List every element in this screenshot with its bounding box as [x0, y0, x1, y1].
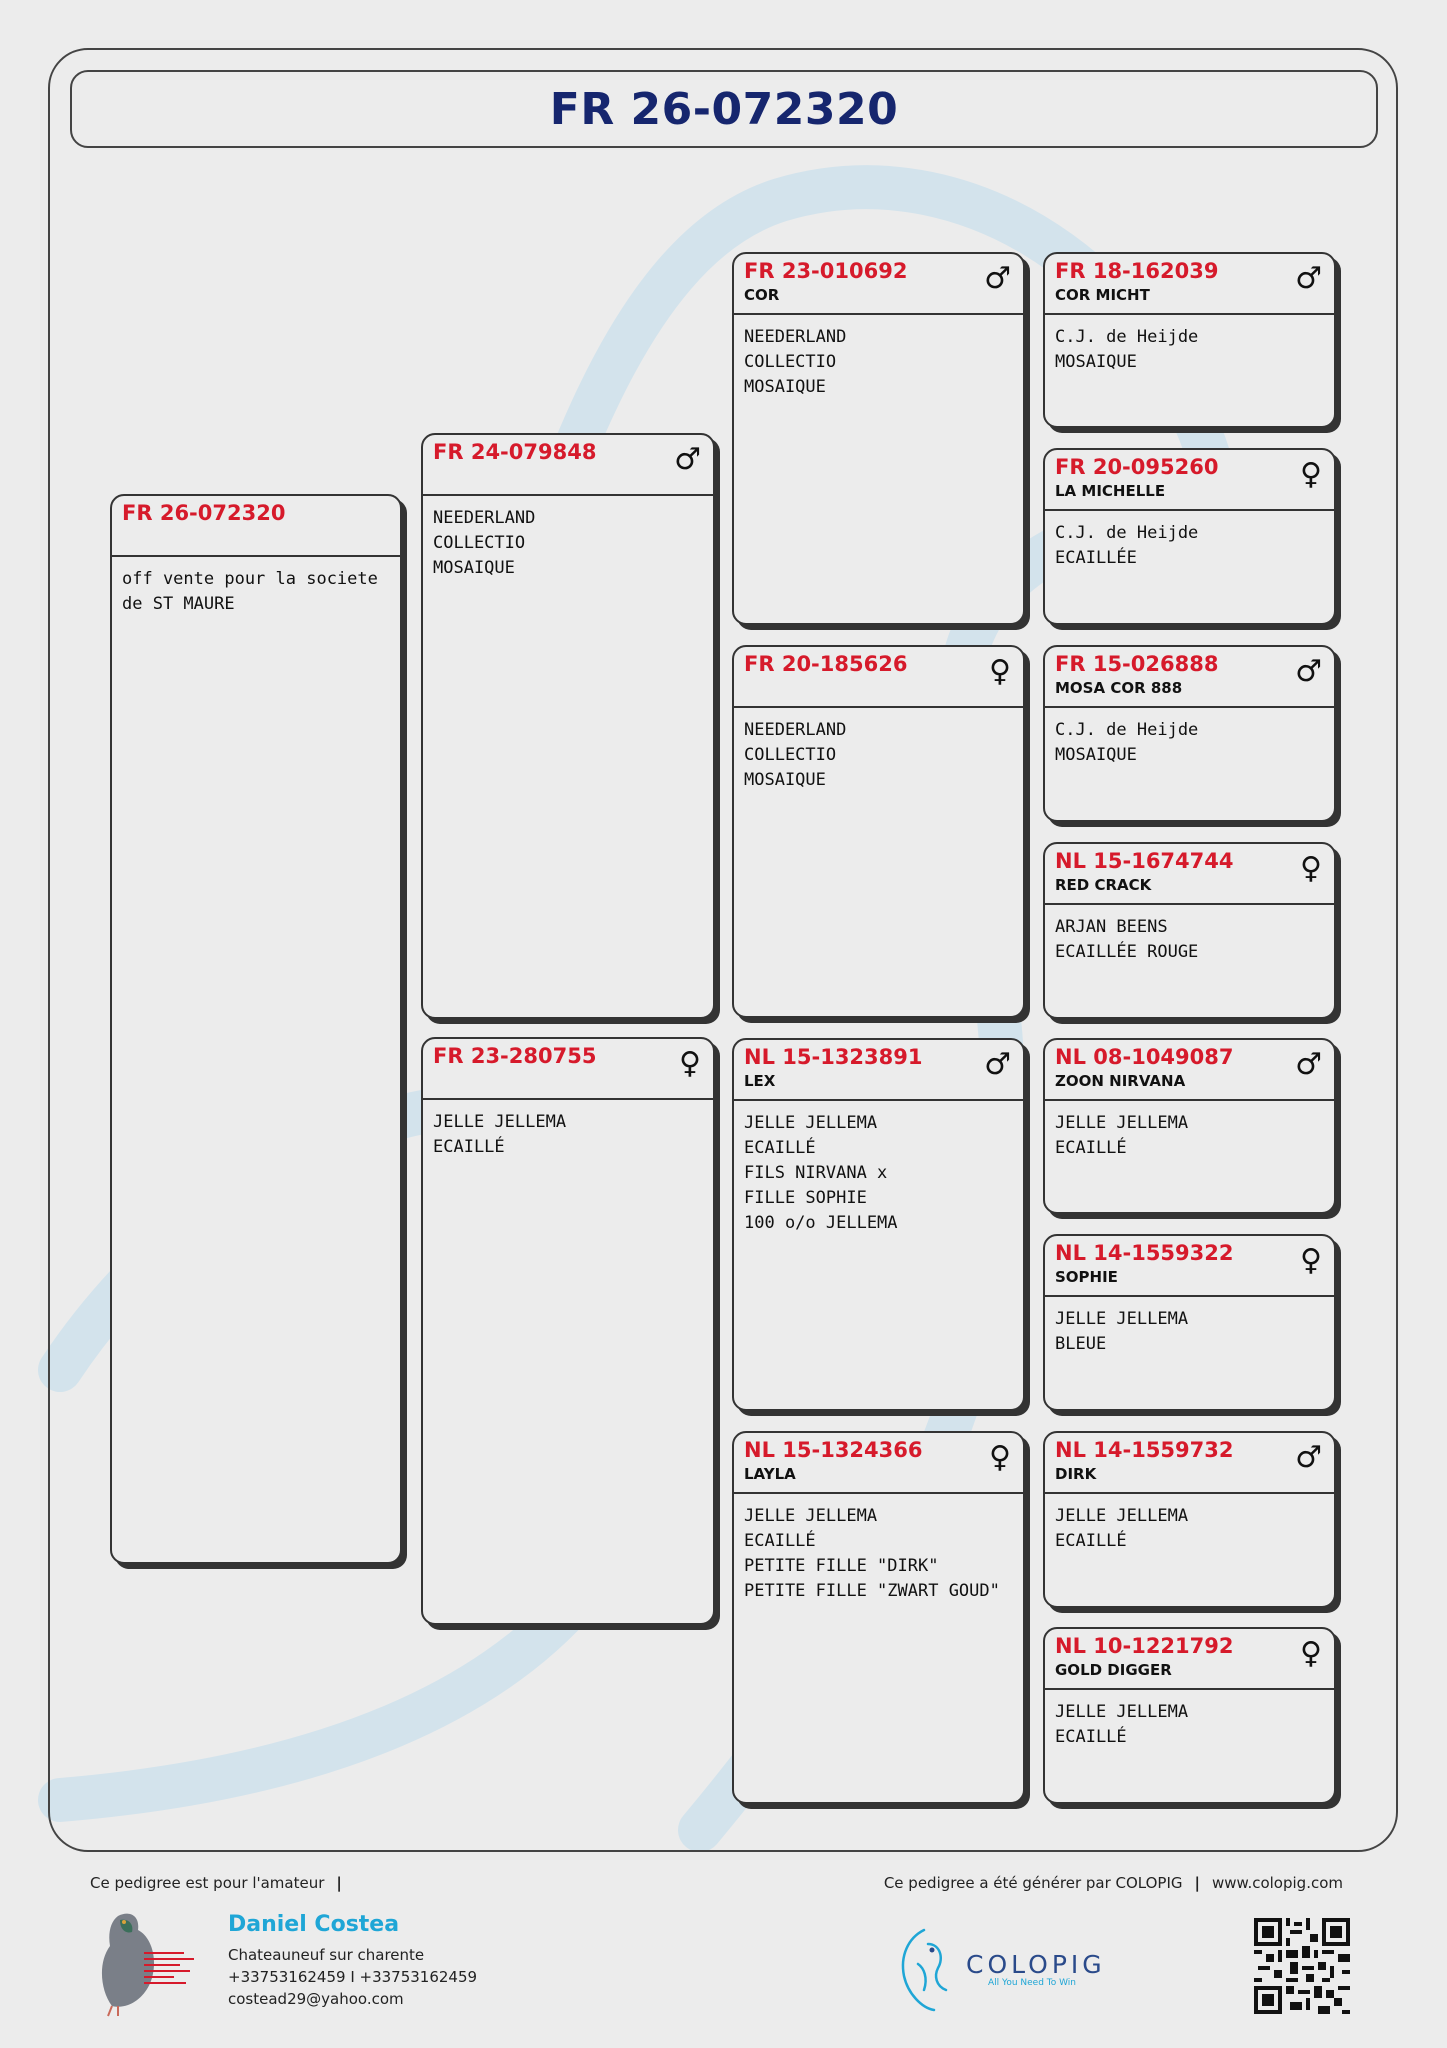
female-icon: ♀ — [679, 1046, 701, 1081]
female-icon: ♀ — [1300, 851, 1322, 886]
ring-number: FR 18-162039 — [1055, 259, 1219, 283]
qr-code-icon — [1254, 1918, 1350, 2014]
female-icon: ♀ — [1300, 1636, 1322, 1671]
ring-number: FR 23-280755 — [433, 1044, 597, 1068]
male-icon: ♂ — [1295, 654, 1322, 689]
card-header — [423, 435, 713, 496]
female-icon: ♀ — [989, 1440, 1011, 1475]
pigeon-card-sire — [421, 433, 715, 1019]
pigeon-name: MOSA COR 888 — [1055, 679, 1183, 697]
website-link[interactable]: www.colopig.com — [1212, 1874, 1343, 1892]
owner-city: Chateauneuf sur charente — [228, 1946, 425, 1964]
pigeon-card-dam-sire — [732, 1038, 1025, 1411]
pigeon-details: JELLE JELLEMA ECAILLÉ — [433, 1112, 567, 1157]
ring-number: NL 08-1049087 — [1055, 1045, 1234, 1069]
owner-name: Daniel Costea — [228, 1912, 400, 1937]
ring-number: FR 26-072320 — [122, 501, 286, 525]
ring-number: FR 20-185626 — [744, 652, 908, 676]
card-header — [734, 1040, 1023, 1101]
ring-number: NL 15-1324366 — [744, 1438, 923, 1462]
card-header — [1045, 1629, 1334, 1690]
title-bar — [70, 70, 1378, 148]
pigeon-details: JELLE JELLEMA ECAILLÉ FILS NIRVANA x FILLE SOPHIE 100 o/o JELLEMA — [744, 1113, 898, 1233]
pigeon-card-dsd — [1043, 1234, 1336, 1411]
card-header — [1045, 647, 1334, 708]
pigeon-details: JELLE JELLEMA ECAILLÉ — [1055, 1113, 1189, 1158]
pigeon-details: NEEDERLAND COLLECTIO MOSAIQUE — [744, 327, 847, 397]
ring-number: FR 20-095260 — [1055, 455, 1219, 479]
generator-label: Ce pedigree a été générer par COLOPIG | www.colopig.com — [883, 1874, 1343, 1892]
pigeon-name: COR MICHT — [1055, 286, 1150, 304]
card-header — [734, 647, 1023, 708]
card-header — [1045, 450, 1334, 511]
pigeon-card-sdd — [1043, 842, 1336, 1019]
female-icon: ♀ — [989, 654, 1011, 689]
pigeon-card-ssd — [1043, 448, 1336, 625]
pigeon-name: DIRK — [1055, 1465, 1097, 1483]
pigeon-name: SOPHIE — [1055, 1268, 1118, 1286]
pigeon-name: LEX — [744, 1072, 776, 1090]
pigeon-card-dss — [1043, 1038, 1336, 1214]
pigeon-card-dam — [421, 1037, 715, 1625]
pigeon-details: NEEDERLAND COLLECTIO MOSAIQUE — [433, 508, 536, 578]
card-header — [1045, 1236, 1334, 1297]
owner-phones: +33753162459 I +33753162459 — [228, 1968, 478, 1986]
pigeon-card-sds — [1043, 645, 1336, 822]
pigeon-details: JELLE JELLEMA ECAILLÉ PETITE FILLE "DIRK" PETITE FILLE "ZWART GOUD" — [744, 1506, 1000, 1601]
pigeon-photo — [88, 1906, 208, 2018]
pigeon-details: C.J. de Heijde MOSAIQUE — [1055, 327, 1199, 372]
male-icon: ♂ — [1295, 1047, 1322, 1082]
page-title: FR 26-072320 — [549, 83, 899, 135]
pigeon-name: LA MICHELLE — [1055, 482, 1166, 500]
pigeon-details: ARJAN BEENS ECAILLÉE ROUGE — [1055, 917, 1199, 962]
card-header — [1045, 1433, 1334, 1494]
card-header — [112, 496, 400, 557]
card-header — [1045, 844, 1334, 905]
pigeon-name: LAYLA — [744, 1465, 796, 1483]
male-icon: ♂ — [984, 1047, 1011, 1082]
card-header — [734, 1433, 1023, 1494]
card-header — [423, 1039, 713, 1100]
ring-number: NL 15-1674744 — [1055, 849, 1234, 873]
pigeon-details: NEEDERLAND COLLECTIO MOSAIQUE — [744, 720, 847, 790]
ring-number: NL 10-1221792 — [1055, 1634, 1234, 1658]
pigeon-card-ddd — [1043, 1627, 1336, 1804]
ring-number: NL 15-1323891 — [744, 1045, 923, 1069]
male-icon: ♂ — [1295, 261, 1322, 296]
pigeon-card-subject — [110, 494, 402, 1564]
card-header — [1045, 1040, 1334, 1101]
male-icon: ♂ — [1295, 1440, 1322, 1475]
pigeon-details: JELLE JELLEMA ECAILLÉ — [1055, 1506, 1189, 1551]
owner-email[interactable]: costead29@yahoo.com — [228, 1990, 404, 2008]
card-header — [1045, 254, 1334, 315]
pigeon-details: C.J. de Heijde MOSAIQUE — [1055, 720, 1199, 765]
ring-number: FR 24-079848 — [433, 440, 597, 464]
ring-number: NL 14-1559322 — [1055, 1241, 1234, 1265]
male-icon: ♂ — [674, 442, 701, 477]
card-header — [734, 254, 1023, 315]
pigeon-card-dam-dam — [732, 1431, 1025, 1804]
colopig-logo-icon — [894, 1924, 964, 2014]
amateur-label: Ce pedigree est pour l'amateur | — [90, 1874, 342, 1892]
male-icon: ♂ — [984, 261, 1011, 296]
pigeon-card-sire-sire — [732, 252, 1025, 625]
pigeon-details: C.J. de Heijde ECAILLÉE — [1055, 523, 1199, 568]
pigeon-card-sss — [1043, 252, 1336, 428]
ring-number: FR 15-026888 — [1055, 652, 1219, 676]
pigeon-details: JELLE JELLEMA BLEUE — [1055, 1309, 1189, 1354]
pigeon-details: off vente pour la societe de ST MAURE — [122, 569, 378, 614]
female-icon: ♀ — [1300, 1243, 1322, 1278]
pigeon-details: JELLE JELLEMA ECAILLÉ — [1055, 1702, 1189, 1747]
pigeon-name: ZOON NIRVANA — [1055, 1072, 1186, 1090]
pigeon-name: GOLD DIGGER — [1055, 1661, 1172, 1679]
pigeon-name: COR — [744, 286, 780, 304]
pigeon-name: RED CRACK — [1055, 876, 1152, 894]
colopig-tagline: All You Need To Win — [988, 1978, 1077, 1988]
female-icon: ♀ — [1300, 457, 1322, 492]
pigeon-card-sire-dam — [732, 645, 1025, 1018]
ring-number: NL 14-1559732 — [1055, 1438, 1234, 1462]
pigeon-card-dds — [1043, 1431, 1336, 1608]
colopig-logo-text: COLOPIG — [966, 1950, 1106, 1979]
ring-number: FR 23-010692 — [744, 259, 908, 283]
